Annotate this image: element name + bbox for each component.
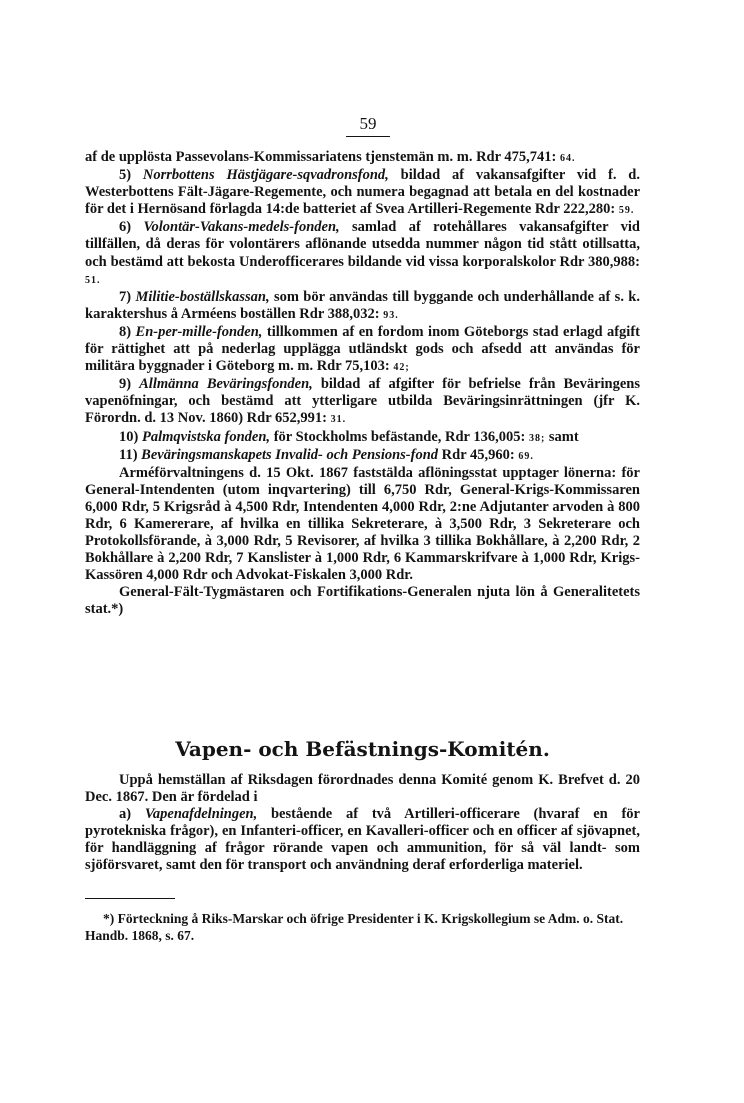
paragraph-small-figure: 51. xyxy=(85,274,101,286)
fund-name: Militie-boställskassan, xyxy=(135,288,270,305)
paragraph-small-figure: 93. xyxy=(383,309,399,321)
paragraph-text: Rdr 45,960: xyxy=(438,446,519,463)
item-number: a) xyxy=(119,806,145,823)
paragraph-text: samt xyxy=(545,428,579,445)
body-text xyxy=(85,149,640,619)
paragraph-item-8 xyxy=(85,324,640,376)
item-number: 11) xyxy=(119,446,142,463)
paragraph-small-figure: 59. xyxy=(618,205,635,217)
paragraph-small-figure: 38; xyxy=(528,432,546,444)
paragraph-item-7 xyxy=(85,289,640,324)
fund-name: Allmänna Beväringsfonden, xyxy=(139,376,313,393)
paragraph-text: tillkommen af en fordom inom Göteborgs stad erlagd afgift för rättighet att på nederlag upplägga utländskt gods och afsedd att användas för militära byggnader i Göteborg m. m. Rdr 75,103: xyxy=(85,323,640,375)
paragraph-committee-a xyxy=(85,806,640,874)
paragraph-passevolans xyxy=(85,149,640,167)
paragraph-text: af de upplösta Passevolans-Kommissariatens tjenstemän m. m. Rdr 475,741: xyxy=(85,149,561,165)
page-number: 59 xyxy=(359,114,377,133)
paragraph-small-figure: 42; xyxy=(393,362,410,374)
paragraph-text: för Stockholms befästande, Rdr 136,005: xyxy=(270,428,529,445)
paragraph-committee-intro xyxy=(85,772,640,806)
paragraph-text: Arméförvaltningens d. 15 Okt. 1867 faststälda aflöningsstat upptager lönerna: för General-Intendenten (utom inqvartering) till 6,750 Rdr, General-Krigs-Kommissaren 6,000 Rdr, 5 Krigsråd à 4,500 Rdr, Intendenten 4,000 Rdr, 2:ne Adjutanter arvoden à 800 Rdr, 6 Kamererare, af hvilka en tillika Sekreterare, à 3,500 Rdr, 3 Sekreterare och Protokollsförande, à 3,000 Rdr, 5 Revisorer, af hvilka 3 tillika Bokhållare, à 2,200 Rdr, 2 Bokhållare à 2,200 Rdr, 7 Kanslister à 1,000 Rdr, 6 Kammarskrifvare à 1,000 Rdr, Krigs-Kassören 4,000 Rdr och Advokat-Fiskalen 3,000 Rdr. xyxy=(85,464,640,584)
footnote xyxy=(85,910,640,944)
fund-name: En-per-mille-fonden, xyxy=(135,323,263,340)
committee-text xyxy=(85,772,640,875)
paragraph-text: Uppå hemställan af Riksdagen förordnades denna Komité genom K. Brefvet d. 20 Dec. 1867. Den är fördelad i xyxy=(85,772,640,806)
item-number: 5) xyxy=(119,167,143,184)
item-number: 8) xyxy=(119,323,136,340)
page-number-rule xyxy=(346,136,390,137)
paragraph-text: bildad af afgifter för befrielse från Beväringens vapenöfningar, och bestämd att ytterligare utbilda Beväringsinrättningen (jfr K. Förordn. d. 13 Nov. 1860) Rdr 652,991: xyxy=(85,376,640,427)
paragraph-text: samlad af rotehållares vakansafgifter vid tillfällen, då deras för volontärers aflönande utsedda nummer någon tid stått otillsatta, och bestämd att bekosta Underofficerares bildande vid vissa korporalskolor Rdr 380,988: xyxy=(85,219,640,270)
footnote-rule xyxy=(85,898,175,899)
paragraph-generalitet xyxy=(85,584,640,618)
item-number: 10) xyxy=(119,428,142,445)
paragraph-salary-staff xyxy=(85,465,640,585)
paragraph-item-6 xyxy=(85,219,640,288)
fund-name: Beväringsmanskapets Invalid- och Pensions-fond xyxy=(141,446,439,463)
division-name: Vapenafdelningen, xyxy=(144,806,258,823)
item-number: 9) xyxy=(119,376,140,393)
paragraph-small-figure: 31. xyxy=(330,414,347,426)
paragraph-item-10 xyxy=(85,429,640,447)
paragraph-item-9 xyxy=(85,376,640,428)
paragraph-text: bestående af två Artilleri-officerare (hvaraf en för pyrotekniska frågor), en Infanteri-officer, en Kavalleri-officer och en officer af sjövapnet, för handläggning af frågor rörande vapen och ammunition, för så väl landt- som sjöförsvaret, samt den för transport och användning deraf erforderliga materiel. xyxy=(85,806,640,874)
fund-name: Norrbottens Hästjägare-sqvadronsfond, xyxy=(142,167,389,184)
paragraph-small-figure: 64. xyxy=(560,153,576,164)
paragraph-text: som bör användas till byggande och underhållande af s. k. karaktershus å Arméens boställen Rdr 388,032: xyxy=(85,288,640,322)
paragraph-text: bildad af vakansafgifter vid f. d. Westerbottens Fält-Jägare-Regemente, och numera begagnad att betala en del kostnader för det i Hernösand förlagda 14:de batteriet af Svea Artilleri-Regemente Rdr 222,280: xyxy=(85,167,640,218)
fund-name: Volontär-Vakans-medels-fonden, xyxy=(143,219,340,236)
paragraph-item-5 xyxy=(85,167,640,219)
footnote-text: *) Förteckning å Riks-Marskar och öfrige Presidenter i K. Krigskollegium se Adm. o. Stat. Handb. 1868, s. 67. xyxy=(85,911,624,943)
item-number: 6) xyxy=(119,219,144,236)
paragraph-text: General-Fält-Tygmästaren och Fortifikations-Generalen njuta lön å Generalitetets stat.*) xyxy=(85,584,640,618)
fund-name: Palmqvistska fonden, xyxy=(141,428,271,445)
paragraph-small-figure: 69. xyxy=(518,450,534,462)
paragraph-item-11 xyxy=(85,447,640,465)
item-number: 7) xyxy=(119,288,136,305)
section-heading: Vapen- och Befästnings-Komitén. xyxy=(175,737,550,761)
